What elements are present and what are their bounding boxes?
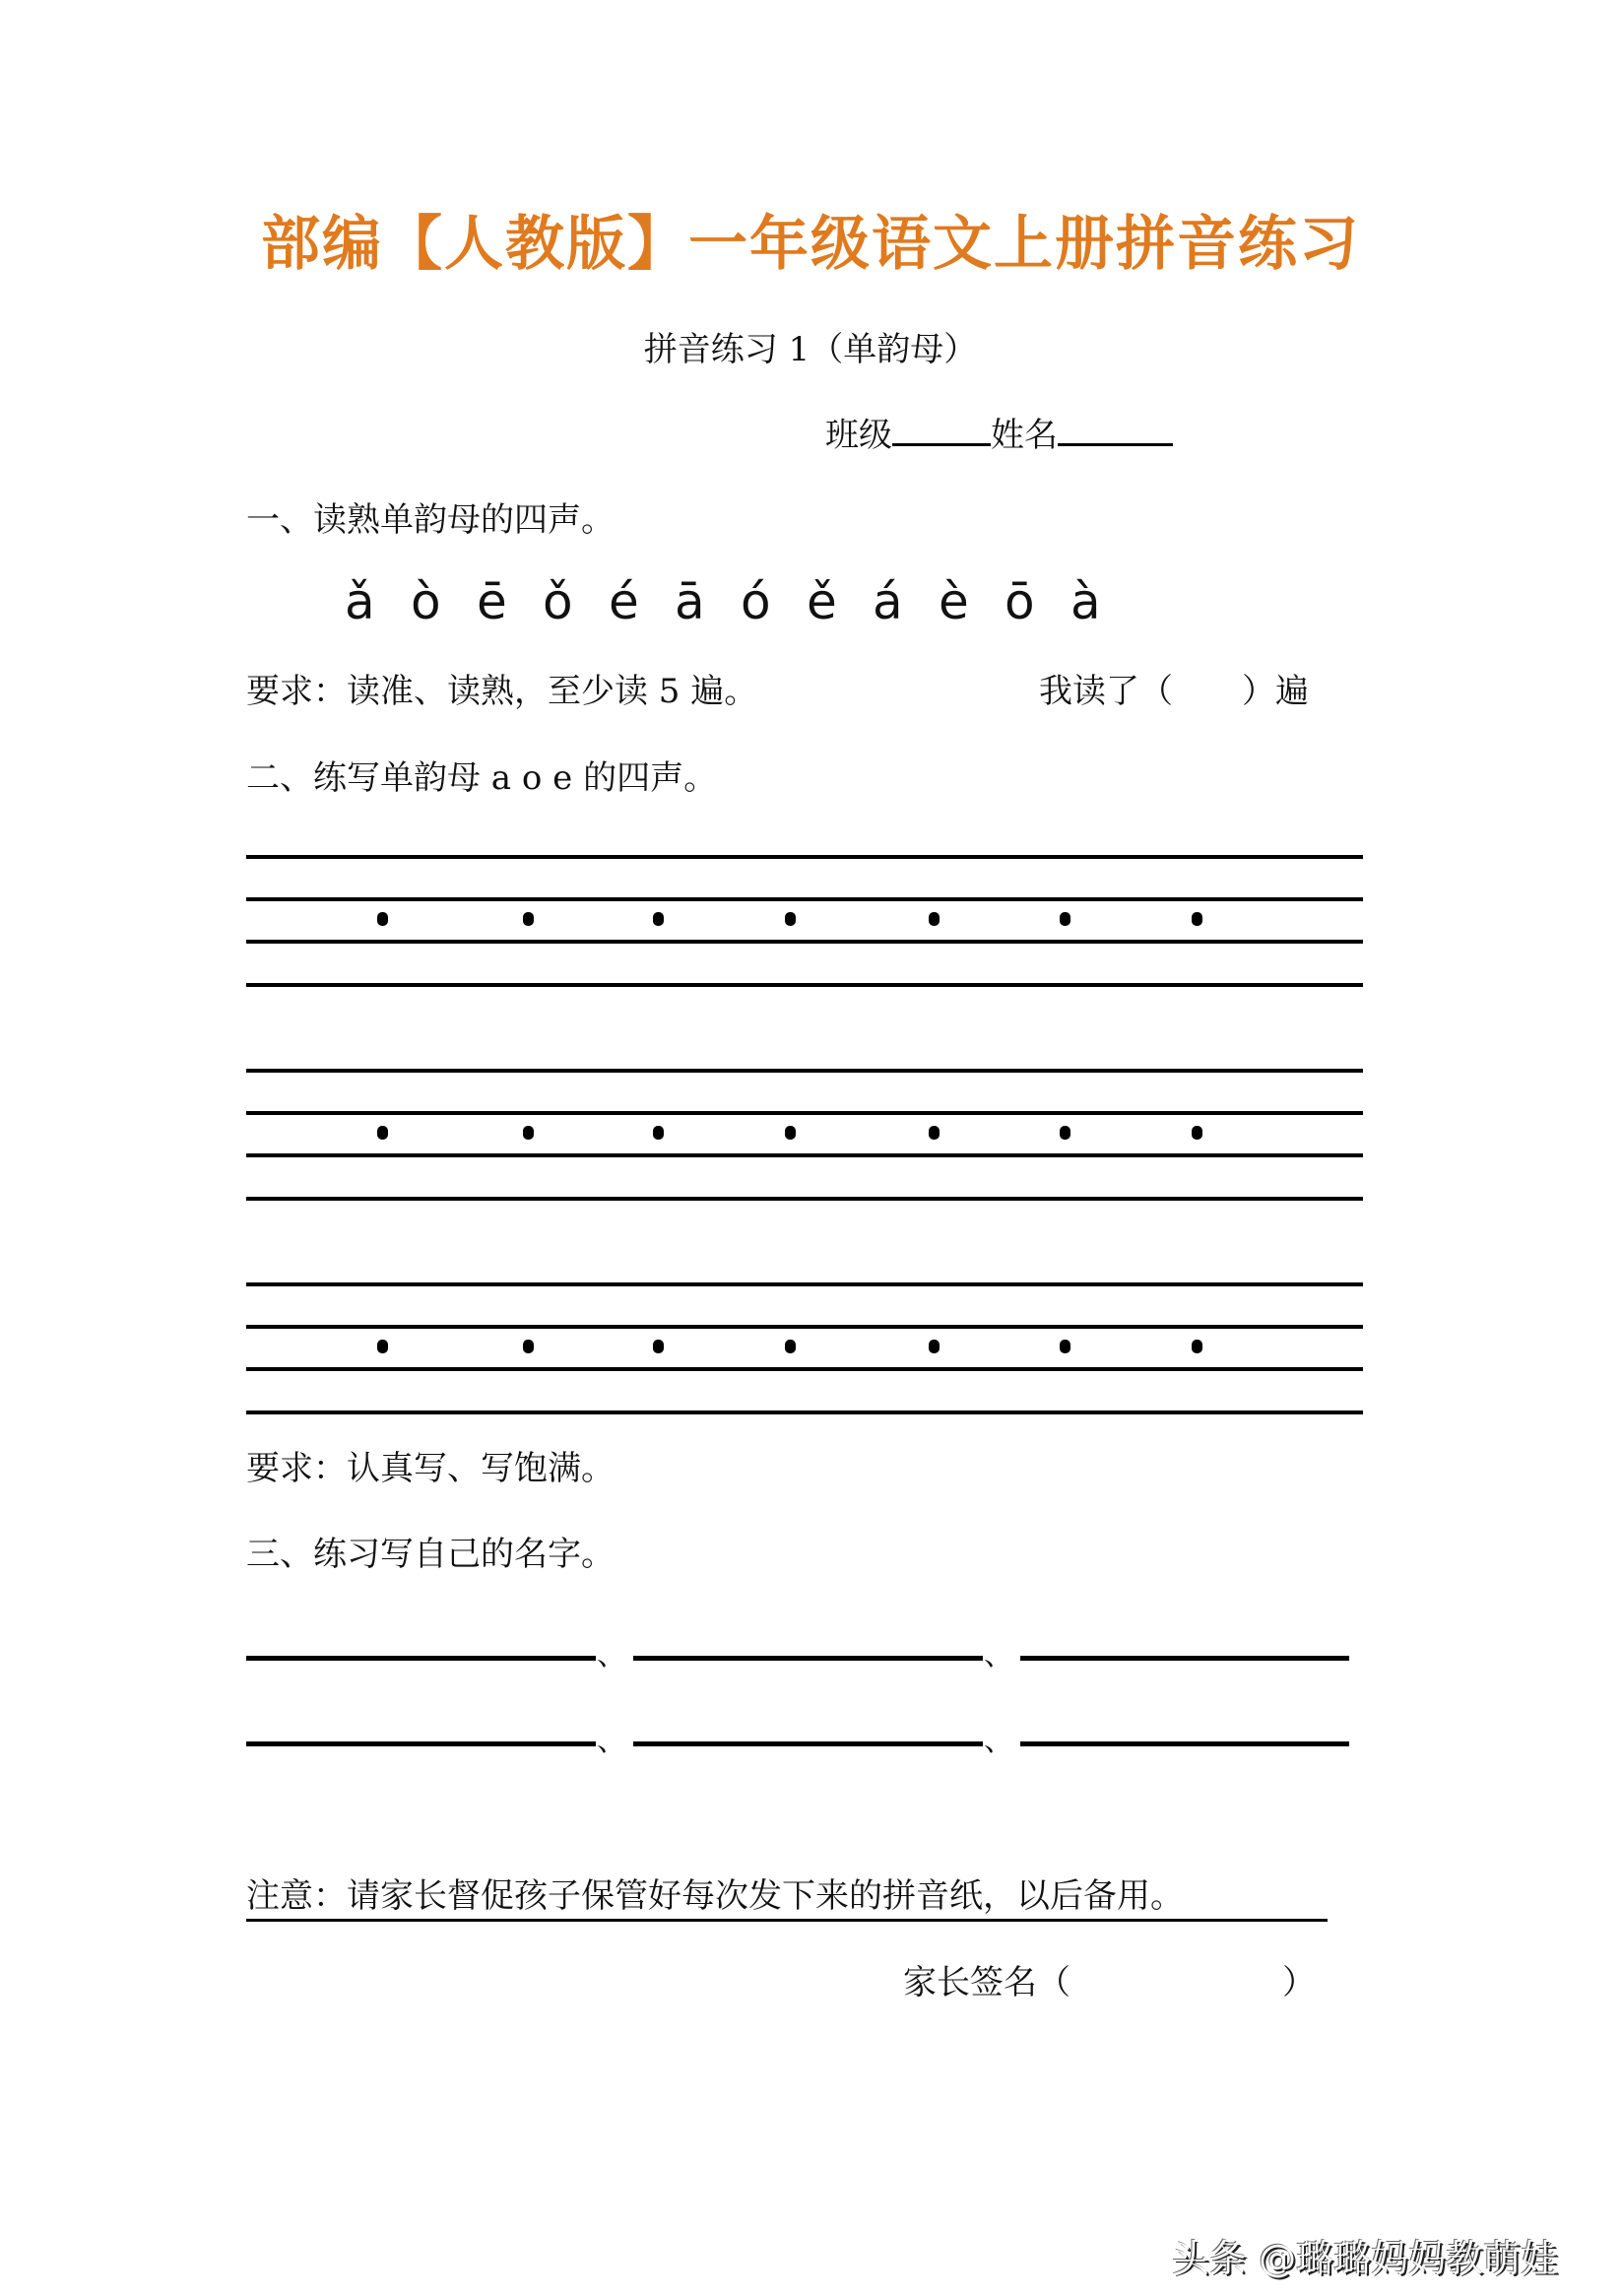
pinyin-letter: ě bbox=[807, 573, 837, 630]
pinyin-letter: ō bbox=[1005, 573, 1035, 630]
grid-line bbox=[246, 1153, 1363, 1157]
class-field[interactable] bbox=[892, 414, 991, 446]
name-label: 姓名 bbox=[991, 416, 1058, 455]
read-count-suffix: ）遍 bbox=[1242, 672, 1309, 711]
pinyin-letter: ǎ bbox=[345, 573, 375, 630]
grid-line bbox=[246, 855, 1363, 859]
pinyin-letter: à bbox=[1070, 573, 1101, 630]
dot-marker bbox=[1060, 912, 1070, 926]
dot-marker bbox=[1192, 1126, 1202, 1140]
dot-marker bbox=[1060, 1126, 1070, 1140]
section1-heading: 一、读熟单韵母的四声。 bbox=[246, 500, 615, 540]
dot-marker bbox=[653, 1340, 664, 1353]
dot-marker bbox=[1060, 1340, 1070, 1353]
watermark: 头条 @璐璐妈妈教萌娃 bbox=[1172, 2237, 1559, 2280]
grid-line bbox=[246, 1197, 1363, 1201]
signature-prefix: 家长签名（ bbox=[903, 1963, 1070, 2002]
name-blank[interactable] bbox=[633, 1656, 983, 1661]
separator: 、 bbox=[984, 1724, 1013, 1758]
dot-marker bbox=[785, 1126, 796, 1140]
grid-line bbox=[246, 940, 1363, 944]
dot-marker bbox=[929, 1126, 940, 1140]
dot-marker bbox=[653, 912, 664, 926]
dot-marker bbox=[929, 1340, 940, 1353]
name-blank[interactable] bbox=[1020, 1656, 1349, 1661]
read-count-prefix: 我读了（ bbox=[1039, 672, 1173, 711]
dot-marker bbox=[653, 1126, 664, 1140]
grid-line bbox=[246, 1282, 1363, 1286]
pinyin-row bbox=[345, 573, 1136, 630]
grid-line bbox=[246, 1069, 1363, 1073]
grid-line bbox=[246, 1325, 1363, 1329]
section1-requirement: 要求：读准、读熟，至少读 5 遍。 bbox=[246, 672, 758, 711]
name-blank[interactable] bbox=[633, 1741, 983, 1746]
dot-marker bbox=[377, 1126, 388, 1140]
dot-marker bbox=[785, 1340, 796, 1353]
pinyin-letter: ā bbox=[675, 573, 705, 630]
dot-marker bbox=[929, 912, 940, 926]
name-blank[interactable] bbox=[246, 1741, 596, 1746]
grid-line bbox=[246, 1410, 1363, 1414]
parent-note: 注意：请家长督促孩子保管好每次发下来的拼音纸，以后备用。 bbox=[246, 1869, 1328, 1922]
section2-heading: 二、练写单韵母 a o e 的四声。 bbox=[246, 758, 718, 798]
class-label: 班级 bbox=[825, 416, 892, 455]
parent-signature bbox=[903, 1955, 1316, 2003]
dot-marker bbox=[377, 912, 388, 926]
pinyin-letter: á bbox=[873, 573, 903, 630]
grid-line bbox=[246, 897, 1363, 901]
section2-requirement: 要求：认真写、写饱满。 bbox=[246, 1449, 615, 1488]
pinyin-letter: ē bbox=[477, 573, 507, 630]
pinyin-letter: è bbox=[939, 573, 969, 630]
dot-marker bbox=[785, 912, 796, 926]
name-blank[interactable] bbox=[246, 1656, 596, 1661]
pinyin-letter: ò bbox=[411, 573, 441, 630]
separator: 、 bbox=[984, 1638, 1013, 1673]
grid-line bbox=[246, 983, 1363, 987]
pinyin-letter: ó bbox=[741, 573, 771, 630]
name-field[interactable] bbox=[1058, 414, 1173, 446]
pinyin-letter: ǒ bbox=[543, 573, 573, 630]
dot-marker bbox=[1192, 1340, 1202, 1353]
grid-line bbox=[246, 1111, 1363, 1115]
separator: 、 bbox=[597, 1724, 626, 1758]
signature-suffix: ） bbox=[1282, 1963, 1316, 2002]
page-title: 部编【人教版】一年级语文上册拼音练习 bbox=[261, 210, 1360, 279]
dot-marker bbox=[523, 1340, 534, 1353]
section3-heading: 三、练习写自己的名字。 bbox=[246, 1535, 615, 1574]
dot-marker bbox=[377, 1340, 388, 1353]
read-count bbox=[1039, 664, 1309, 712]
dot-marker bbox=[1192, 912, 1202, 926]
dot-marker bbox=[523, 912, 534, 926]
dot-marker bbox=[523, 1126, 534, 1140]
student-info bbox=[825, 408, 1173, 456]
grid-line bbox=[246, 1367, 1363, 1371]
separator: 、 bbox=[597, 1638, 626, 1673]
pinyin-letter: é bbox=[609, 573, 639, 630]
name-blank[interactable] bbox=[1020, 1741, 1349, 1746]
subtitle: 拼音练习 1（单韵母） bbox=[643, 330, 978, 369]
